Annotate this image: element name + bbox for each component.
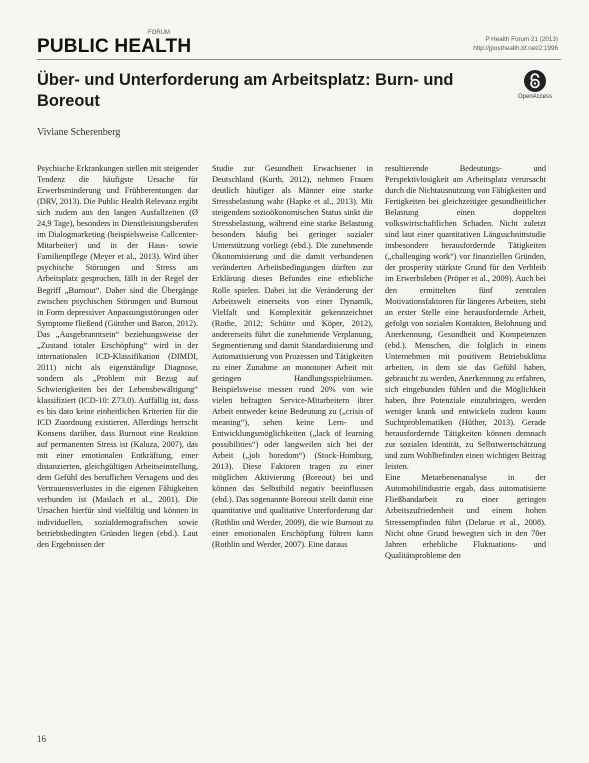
column-1-text: Psychische Erkrankungen stellen mit steigender Tendenz die häufigste Ursache für Erwerbsminderung und Frühberentungen dar (DRV, 2013). Die Public Health Relevanz ergibt sich zudem aus den langen Ausfallzeiten (Ø 24,9 Tage), besonders in Dienstleistungsberufen im Dialogmarketing (beispielsweise Callcenter-Mitarbeiter) und in der Haus- sowie Familienpflege (Meyer et al., 2013). Wird über psychische Störungen und Stress am Arbeitsplatz gesprochen, fällt in der Regel der Begriff „Burnout“. Daher sind die Übergänge zwischen psychischen Störungen und Burnout in Form depressiver Anpassungsstörungen oder Symptome fließend (Günther und Baron, 2012). Das „Ausgebranntsein“ beziehungsweise der „Zustand totaler Erschöpfung“ wird in der internationalen ICD-Klassifikation (DIMDI, 2011) nicht als eigenständige Diagnose, sondern als „Problem mit Bezug auf Schwierigkeiten bei der Lebensbewältigung“ klassifiziert (ICD-10: Z73.0). Auffällig ist, dass es bis dato keine einheitlichen Kriterien für die ICD Zuordnung existieren. Allerdings herrscht Konsens darüber, dass Burnout eine Reaktion auf permanenten Stress ist (Kaluza, 2007), das mit einer emotionalen Entkräftung, einer distanzierten, gleichgültigen Arbeitseinstellung, dem Gefühl des beruflichen Versagens und des Vertrauensverlustes in die eigenen Fähigkeiten verbunden ist (Maslach et al., 2001). Die Ursachen hierfür sind vielfältig und können in individuellen, sozialdemografischen sowie betriebsbedingten Gründen liegen (ebd.). Laut den Ergebnissen der [37, 164, 198, 549]
masthead-title: PUBLIC HEALTH [37, 36, 192, 57]
masthead-superscript: FORUM [148, 30, 170, 36]
header-divider [37, 59, 561, 60]
article-title: Über- und Unterforderung am Arbeitsplatz: Burn- und Boreout [37, 71, 454, 110]
column-3-text: resultierende Bedeutungs- und Perspektivlosigkeit am Arbeitsplatz verursacht durch die Nichtausnutzung von Fähigkeiten und Fertigkeiten bei gleichzeitiger gesundheitlicher Belastung einen doppelten volkswirtschaftlichen Schaden. Nicht zuletzt sind laut einer quantitativen Längsschnittstudie insbesondere herausfordernde Tätigkeiten („challenging work“) vor finanziellen Gründen, der prosperity stärkste Grund für den Verbleib im Erwerbsleben (Pröper et al., 2009). Auch bei den ermittelten fünf zentralen Motivationsfaktoren für längeres Arbeiten, steht an erster Stelle eine herausfordernde Arbeit, gefolgt von sozialen Kontakten, Belohnung und Anerkennung, Gesundheit und Kompetenzen (ebd.). Menschen, die folglich in einem Unternehmen mit positivem Betriebsklima arbeiten, in dem sie das Gefühl haben, gebraucht zu werden, Anerkennung zu erfahren, sich eingebunden fühlen und die Möglichkeit haben, ihre Potenziale einzubringen, werden weniger krank und entwickeln zudem kaum Suchtproblematiken (Hüther, 2013). Gerade herausfordernde Tätigkeiten können demnach zur sozialen Identität, zu Selbstwertschätzung und zum Wohlbefinden einen wichtigen Beitrag leisten. Eine Metaebenenanalyse in der Automobilindustrie ergab, dass automatisierte Fließbandarbeit zu einer geringen Arbeitszufriedenheit und einem hohen Stressempfinden führt (Delarue et al., 2008). Nicht ohne Grund bewegten sich in den 70er Jahren erhebliche Fluktuations- und Qualitätsprobleme den [385, 164, 546, 560]
journal-citation-line: P Health Forum 21 (2013) [485, 36, 558, 43]
open-access-label: OpenAccess [517, 94, 553, 100]
text-column-2 [212, 163, 373, 550]
journal-citation [473, 35, 558, 53]
page-number: 16 [37, 734, 46, 744]
text-column-1 [37, 163, 198, 550]
column-2-text: Studie zur Gesundheit Erwachsener in Deutschland (Kurth, 2012), nehmen Frauen deutlich häufiger als Männer eine starke Stressbelastung wahr (Hapke et al., 2013). Mit steigendem sozioökonomischen Status sinkt die Stressbelastung, während eine starke Belastung besonders häufig bei geringer sozialer Unterstützung vorliegt (ebd.). Die zunehmende Ökonomisierung und die damit verbundenen veränderten Arbeitsbedingungen dürften zur Erklärung dieses Befundes eine erhebliche Rolle spielen. Dabei ist die Veränderung der Arbeitswelt einerseits von einer Dynamik, Vielfalt und Komplexität gekennzeichnet (Rothe, 2012; Schütte und Köper, 2012), andererseits führt die zunehmende Verplanung, Segmentierung und damit Standardisierung und Automatisierung von Prozessen und Tätigkeiten zu einer Zunahme an monotoner Arbeit mit geringen Handlungsspielräumen. Beispielsweise messen rund 20% von wie vielen befragten Service-Mitarbeitern ihrer Arbeit entweder keine Bedeutung zu („crisis of meaning“), sehen keine Lern- und Entwicklungsmöglichkeiten („lack of learning possibilities“) oder langweilen sich bei der Arbeit („job boredom“) (Stock-Homburg, 2013). Diese Faktoren tragen zu einer möglichen Aktivierung (Boreout) bei und können das Selbstbild negativ beeinflussen (ebd.). Das sogenannte Boreout stellt damit eine quantitative und qualitative Unterforderung dar (Rothlin und Werder, 2009), die wie Burnout zu einer emotionalen Erschöpfung führen kann (Rothlin und Werder, 2007). Eine daraus [212, 164, 373, 549]
open-access-badge [514, 70, 556, 100]
open-access-icon [524, 70, 546, 92]
text-column-3 [385, 163, 546, 561]
journal-url-line: http://jposthealth.bf.net/2:1996 [473, 45, 558, 52]
author-name: Viviane Scherenberg [37, 127, 121, 138]
